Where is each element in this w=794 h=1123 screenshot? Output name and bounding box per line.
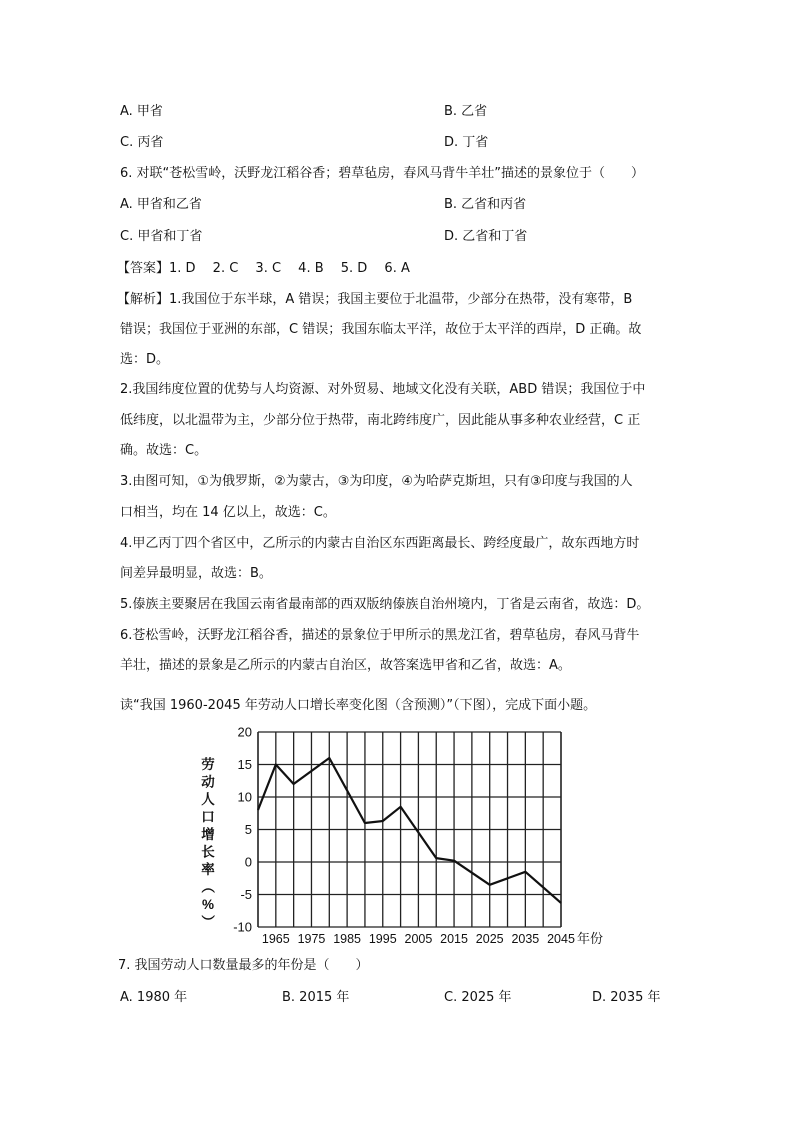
q7-option-b: B. 2015 年 bbox=[282, 990, 350, 1005]
q5-option-d: D. 丁省 bbox=[444, 135, 489, 150]
x-axis-ticks bbox=[262, 932, 575, 946]
labor-growth-chart bbox=[196, 722, 606, 947]
y-label-char: 率 bbox=[201, 862, 215, 877]
y-label-char: 人 bbox=[201, 792, 215, 807]
answer-line: 【答案】1. D 2. C 3. C 4. B 5. D 6. A bbox=[117, 261, 410, 276]
y-tick-label: 20 bbox=[237, 724, 252, 740]
analysis-line: 间差异最明显，故选：B。 bbox=[120, 566, 272, 581]
x-tick-label: 2015 bbox=[440, 932, 468, 946]
y-tick-label: 0 bbox=[244, 854, 252, 870]
analysis-line: 6.苍松雪岭，沃野龙江稻谷香，描述的景象位于甲所示的黑龙江省，碧草毡房，春风马背牛 bbox=[120, 628, 640, 643]
analysis-line: 【解析】1.我国位于东半球，A 错误；我国主要位于北温带，少部分在热带，没有寒带，B bbox=[117, 292, 633, 307]
analysis-line: 羊壮，描述的景象是乙所示的内蒙古自治区，故答案选甲省和乙省，故选：A。 bbox=[120, 658, 571, 673]
chart-grid bbox=[258, 732, 561, 927]
y-label-char: 劳 bbox=[201, 757, 215, 772]
analysis-line: 错误；我国位于亚洲的东部，C 错误；我国东临太平洋，故位于太平洋的西岸，D 正确。故 bbox=[120, 322, 642, 337]
y-tick-label: 10 bbox=[237, 789, 252, 805]
q6-option-d: D. 乙省和丁省 bbox=[444, 229, 528, 244]
y-label-char: 长 bbox=[201, 844, 215, 860]
x-tick-label: 1985 bbox=[333, 932, 362, 946]
analysis-line: 低纬度，以北温带为主，少部分位于热带，南北跨纬度广，因此能从事多种农业经营，C 正 bbox=[120, 413, 641, 428]
series-line bbox=[258, 758, 561, 903]
analysis-line: 5.傣族主要聚居在我国云南省最南部的西双版纳傣族自治州境内，丁省是云南省，故选：D。 bbox=[120, 597, 650, 612]
analysis-line: 3.由图可知，①为俄罗斯，②为蒙古，③为印度，④为哈萨克斯坦，只有③印度与我国的人 bbox=[120, 474, 633, 489]
q7-option-c: C. 2025 年 bbox=[444, 990, 512, 1005]
y-label-char: ） bbox=[200, 914, 215, 929]
series-polyline bbox=[258, 758, 561, 903]
x-tick-label: 1995 bbox=[368, 932, 397, 946]
chart-intro: 读“我国 1960-2045 年劳动人口增长率变化图（含预测）”（下图），完成下面小题。 bbox=[120, 698, 597, 713]
x-tick-label: 1965 bbox=[261, 932, 290, 946]
y-label-char: 增 bbox=[201, 827, 215, 842]
x-tick-label: 2035 bbox=[511, 932, 540, 946]
q5-option-a: A. 甲省 bbox=[120, 104, 163, 119]
q6-stem: 6. 对联“苍松雪岭，沃野龙江稻谷香；碧草毡房，春风马背牛羊壮”描述的景象位于（ ） bbox=[120, 166, 645, 181]
y-axis-ticks bbox=[233, 725, 252, 935]
y-tick-label: -10 bbox=[233, 919, 252, 935]
x-tick-label: 2045 bbox=[547, 932, 575, 946]
y-label-char: 口 bbox=[201, 809, 215, 825]
analysis-line: 口相当，均在 14 亿以上，故选：C。 bbox=[120, 505, 336, 520]
x-tick-label: 1975 bbox=[297, 932, 326, 946]
y-tick-label: 15 bbox=[237, 757, 252, 772]
analysis-line: 确。故选：C。 bbox=[120, 443, 208, 458]
y-tick-label: -5 bbox=[240, 887, 252, 902]
q6-option-a: A. 甲省和乙省 bbox=[120, 197, 202, 212]
q6-option-c: C. 甲省和丁省 bbox=[120, 229, 203, 244]
y-label-char: % bbox=[201, 897, 215, 912]
y-tick-label: 5 bbox=[244, 822, 252, 837]
analysis-line: 选：D。 bbox=[120, 352, 170, 367]
analysis-line: 2.我国纬度位置的优势与人均资源、对外贸易、地域文化没有关联，ABD 错误；我国位于中 bbox=[120, 382, 646, 397]
q7-option-a: A. 1980 年 bbox=[120, 990, 188, 1005]
q7-stem: 7. 我国劳动人口数量最多的年份是（ ） bbox=[118, 958, 369, 973]
q6-option-b: B. 乙省和丙省 bbox=[444, 197, 527, 212]
x-tick-label: 2005 bbox=[404, 932, 433, 946]
q5-option-b: B. 乙省 bbox=[444, 104, 488, 119]
x-axis-unit: 年份 bbox=[577, 931, 604, 946]
analysis-line: 4.甲乙丙丁四个省区中，乙所示的内蒙古自治区东西距离最长、跨经度最广，故东西地方时 bbox=[120, 536, 640, 551]
q5-option-c: C. 丙省 bbox=[120, 135, 164, 150]
y-label-char: （ bbox=[200, 879, 215, 894]
y-axis-label bbox=[200, 756, 215, 928]
q7-option-d: D. 2035 年 bbox=[592, 990, 661, 1005]
x-tick-label: 2025 bbox=[475, 932, 504, 946]
y-label-char: 动 bbox=[201, 774, 215, 790]
